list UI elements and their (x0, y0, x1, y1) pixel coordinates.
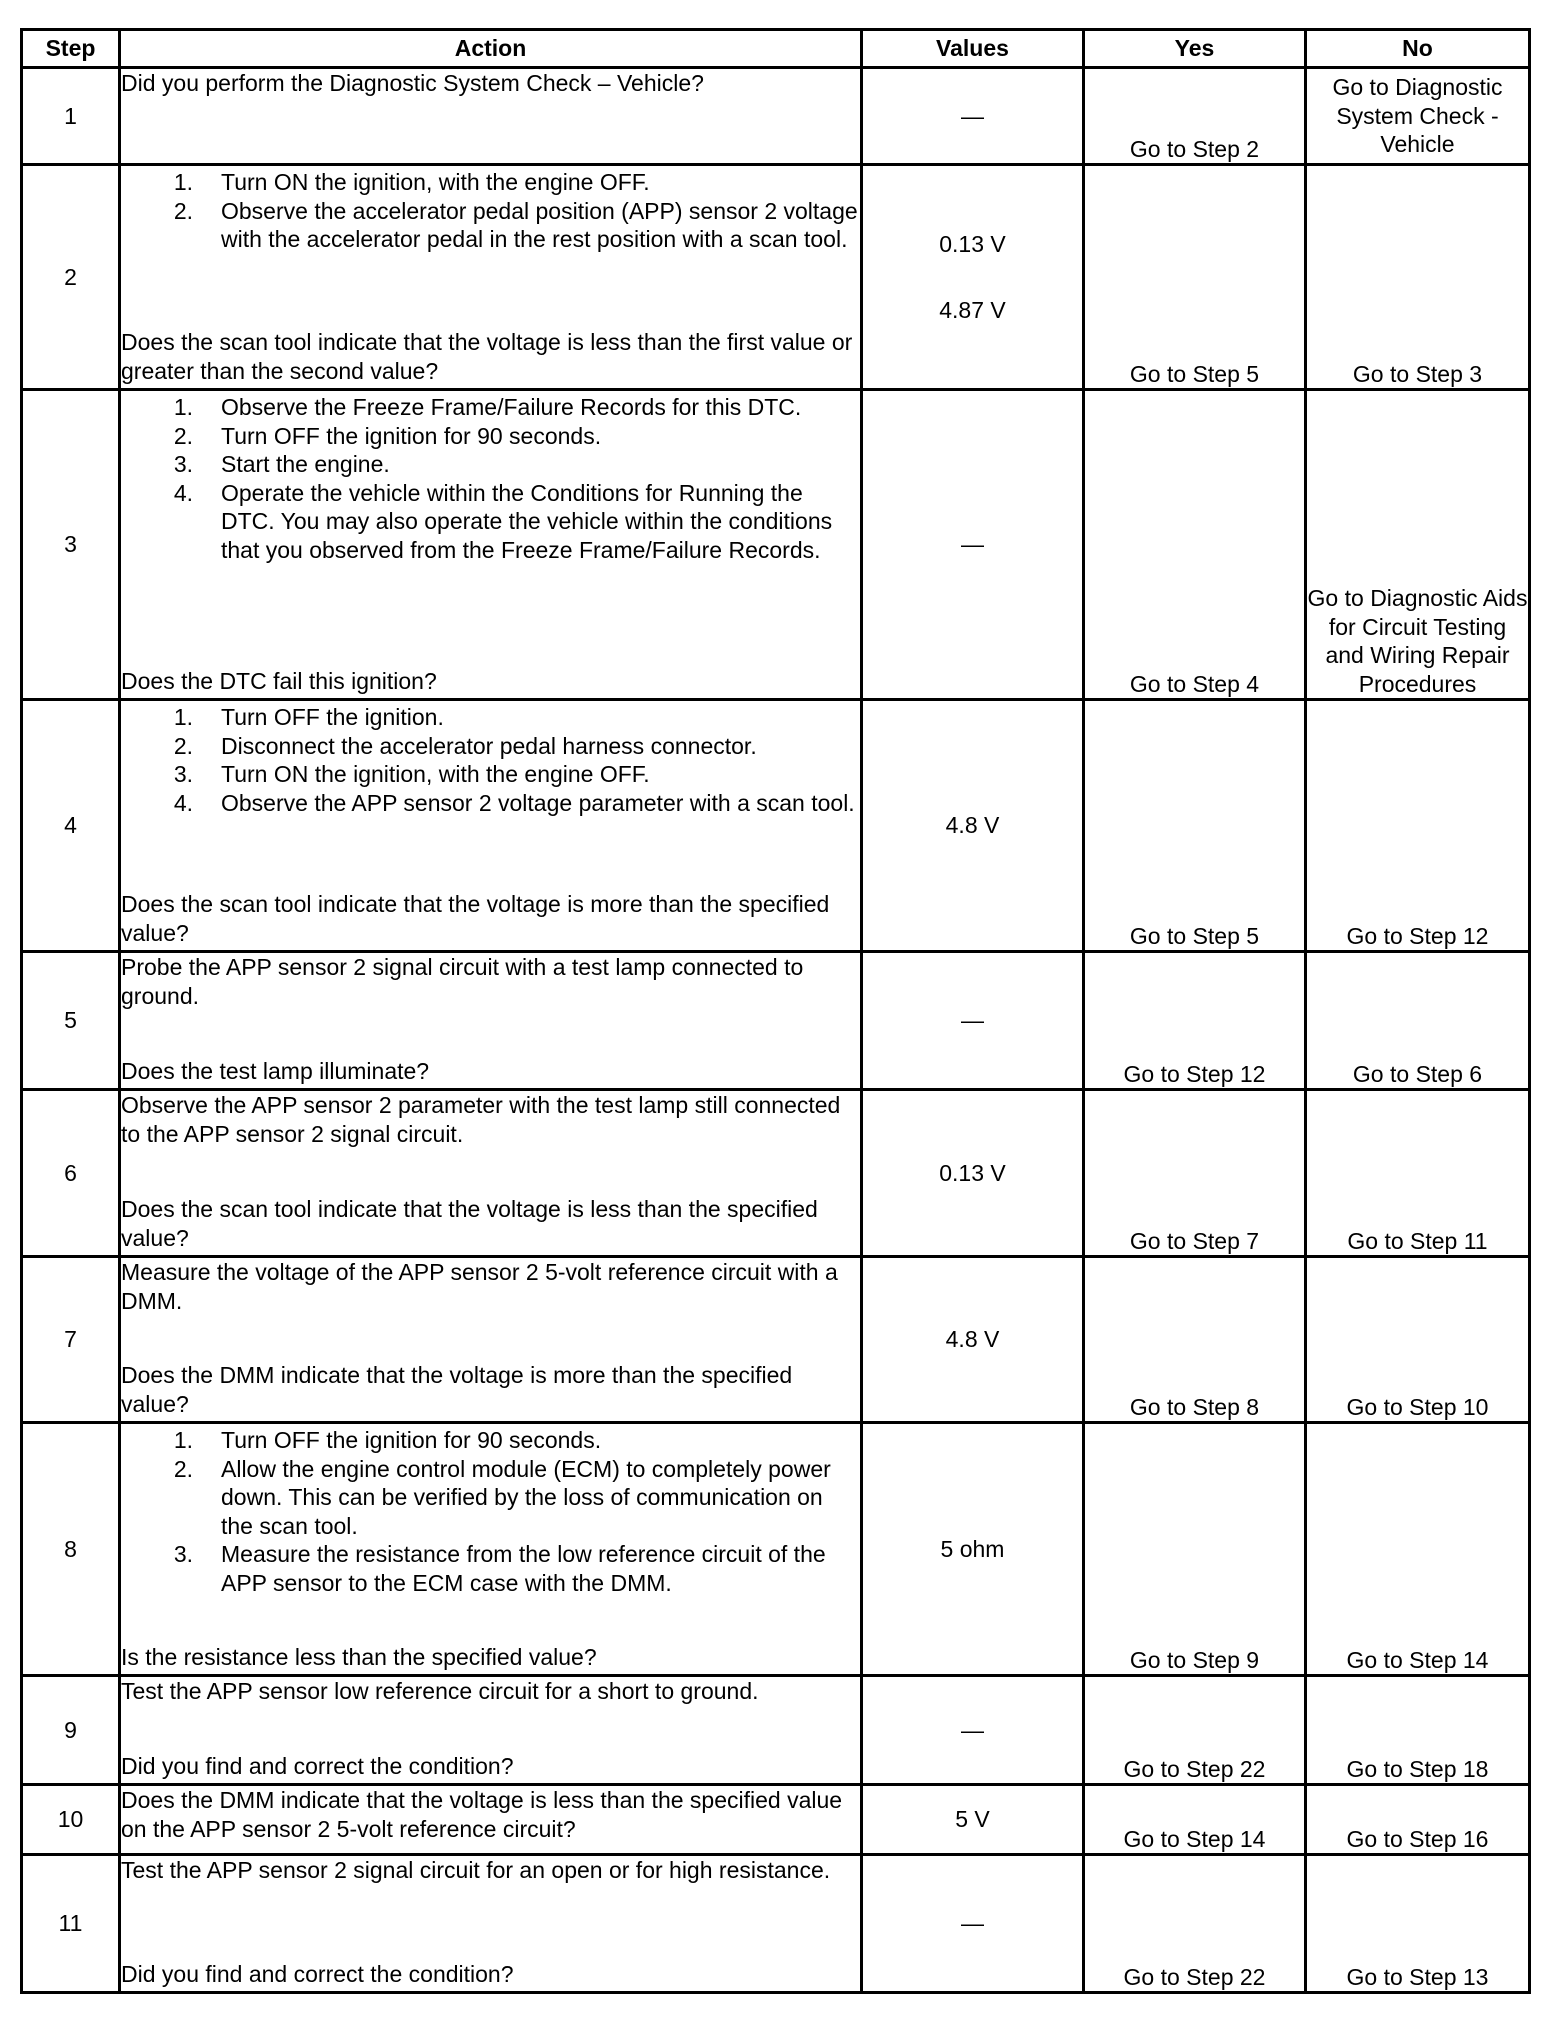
value: 0.13 V (939, 1159, 1006, 1186)
action-text: Test the APP sensor 2 signal circuit for an open or for high resistance. (121, 1857, 831, 1883)
no-cell: Go to Step 14 (1306, 1423, 1530, 1676)
yes-cell: Go to Step 2 (1084, 68, 1306, 165)
step-number: 9 (22, 1676, 120, 1785)
yes-cell: Go to Step 9 (1084, 1423, 1306, 1676)
no-cell: Go to Step 16 (1306, 1785, 1530, 1855)
step-number: 10 (22, 1785, 120, 1855)
no-cell: Go to Diagnostic System Check - Vehicle (1306, 68, 1530, 165)
action-cell (120, 1855, 862, 1993)
value: 0.13 V (939, 230, 1006, 257)
no-cell: Go to Step 3 (1306, 165, 1530, 390)
action-question: Does the scan tool indicate that the voltage is less than the specified value? (121, 1196, 818, 1251)
step-number: 6 (22, 1090, 120, 1257)
values-cell (862, 1090, 1084, 1257)
action-text: Does the DMM indicate that the voltage is less than the specified value on the APP sensor 2 5-volt reference circuit? (121, 1787, 843, 1842)
list-item: 2. Allow the engine control module (ECM) to completely power down. This can be verified by the loss of communication on the scan tool. (173, 1455, 831, 1539)
action-question: Does the scan tool indicate that the voltage is more than the specified value? (121, 891, 830, 946)
header-no: No (1306, 30, 1530, 68)
list-item: 1. Turn OFF the ignition for 90 seconds. (173, 1427, 602, 1453)
action-question: Does the test lamp illuminate? (121, 1057, 430, 1084)
no-cell: Go to Step 6 (1306, 952, 1530, 1090)
no-cell: Go to Step 18 (1306, 1676, 1530, 1785)
yes-cell: Go to Step 4 (1084, 390, 1306, 700)
step-number: 4 (22, 700, 120, 952)
value: — (961, 1007, 984, 1034)
values-cell (862, 165, 1084, 390)
step-number: 7 (22, 1257, 120, 1423)
no-cell: Go to Step 12 (1306, 700, 1530, 952)
value: 5 ohm (940, 1535, 1005, 1562)
header-step: Step (22, 30, 120, 68)
action-text: Measure the voltage of the APP sensor 2 5-volt reference circuit with a DMM. (121, 1259, 838, 1314)
table-row (22, 1257, 1530, 1423)
table-row (22, 1423, 1530, 1676)
list-item: 3. Turn ON the ignition, with the engine OFF. (173, 761, 650, 787)
list-item: 2. Disconnect the accelerator pedal harness connector. (173, 732, 757, 759)
value: — (961, 1716, 984, 1743)
header-values: Values (862, 30, 1084, 68)
diagnostic-table (20, 28, 1531, 1994)
list-item: 4. Observe the APP sensor 2 voltage parameter with a scan tool. (173, 789, 855, 816)
action-question: Did you find and correct the condition? (121, 1960, 514, 1987)
table-row (22, 165, 1530, 390)
yes-cell: Go to Step 22 (1084, 1676, 1306, 1785)
action-steps (121, 1426, 860, 1597)
list-item: 3. Start the engine. (173, 451, 390, 477)
table-row (22, 1676, 1530, 1785)
yes-cell: Go to Step 5 (1084, 700, 1306, 952)
header-row (22, 30, 1530, 68)
yes-cell: Go to Step 7 (1084, 1090, 1306, 1257)
list-item: 2. Observe the accelerator pedal position (APP) sensor 2 voltage with the accelerator pedal in the rest position with a scan tool. (173, 197, 858, 252)
action-text: Test the APP sensor low reference circuit for a short to ground. (121, 1678, 759, 1704)
step-number: 2 (22, 165, 120, 390)
value: 5 V (955, 1806, 990, 1833)
action-steps (121, 393, 860, 564)
action-cell (120, 68, 862, 165)
value: — (961, 102, 984, 129)
action-cell (120, 390, 862, 700)
action-question: Does the scan tool indicate that the voltage is less than the first value or greater than the second value? (121, 329, 853, 384)
action-steps (121, 168, 860, 254)
yes-cell: Go to Step 22 (1084, 1855, 1306, 1993)
action-cell (120, 1090, 862, 1257)
values-cell (862, 1257, 1084, 1423)
values-cell (862, 1423, 1084, 1676)
yes-cell: Go to Step 8 (1084, 1257, 1306, 1423)
table-row (22, 390, 1530, 700)
table-row (22, 68, 1530, 165)
value: 4.8 V (945, 1326, 1000, 1353)
step-number: 5 (22, 952, 120, 1090)
values-cell (862, 390, 1084, 700)
values-cell (862, 1785, 1084, 1855)
table-row (22, 700, 1530, 952)
values-cell (862, 700, 1084, 952)
action-cell (120, 952, 862, 1090)
yes-cell: Go to Step 12 (1084, 952, 1306, 1090)
yes-cell: Go to Step 5 (1084, 165, 1306, 390)
action-question: Does the DMM indicate that the voltage is more than the specified value? (121, 1362, 793, 1417)
action-text: Probe the APP sensor 2 signal circuit with a test lamp connected to ground. (121, 954, 804, 1009)
values-cell (862, 952, 1084, 1090)
action-cell (120, 700, 862, 952)
value: — (961, 531, 984, 558)
table-row (22, 1855, 1530, 1993)
values-cell (862, 1676, 1084, 1785)
action-text: Observe the APP sensor 2 parameter with the test lamp still connected to the APP sensor 2 signal circuit. (121, 1092, 841, 1147)
action-cell (120, 165, 862, 390)
action-cell (120, 1676, 862, 1785)
action-question: Does the DTC fail this ignition? (121, 667, 437, 694)
no-cell: Go to Diagnostic Aids for Circuit Testing and Wiring Repair Procedures (1306, 390, 1530, 700)
action-cell (120, 1423, 862, 1676)
action-question: Is the resistance less than the specified value? (121, 1643, 597, 1670)
yes-cell: Go to Step 14 (1084, 1785, 1306, 1855)
header-action: Action (120, 30, 862, 68)
list-item: 1. Turn OFF the ignition. (173, 704, 444, 730)
action-cell (120, 1257, 862, 1423)
action-cell (120, 1785, 862, 1855)
step-number: 3 (22, 390, 120, 700)
list-item: 1. Turn ON the ignition, with the engine OFF. (173, 169, 650, 195)
no-cell: Go to Step 13 (1306, 1855, 1530, 1993)
action-question: Did you find and correct the condition? (121, 1752, 514, 1779)
list-item: 4. Operate the vehicle within the Conditions for Running the DTC. You may also operate the vehicle within the conditions that you observed from the Freeze Frame/Failure Records. (173, 479, 833, 563)
values-cell (862, 1855, 1084, 1993)
list-item: 2. Turn OFF the ignition for 90 seconds. (173, 422, 602, 449)
no-cell: Go to Step 11 (1306, 1090, 1530, 1257)
table-row (22, 1090, 1530, 1257)
table-row (22, 1785, 1530, 1855)
list-item: 3. Measure the resistance from the low reference circuit of the APP sensor to the ECM case with the DMM. (173, 1541, 826, 1596)
step-number: 1 (22, 68, 120, 165)
action-text: Did you perform the Diagnostic System Check – Vehicle? (121, 70, 704, 96)
step-number: 8 (22, 1423, 120, 1676)
table-row (22, 952, 1530, 1090)
value: — (961, 1910, 984, 1937)
header-yes: Yes (1084, 30, 1306, 68)
value: 4.8 V (945, 812, 1000, 839)
list-item: 1. Observe the Freeze Frame/Failure Records for this DTC. (173, 394, 802, 420)
step-number: 11 (22, 1855, 120, 1993)
values-cell (862, 68, 1084, 165)
action-steps (121, 703, 860, 817)
no-cell: Go to Step 10 (1306, 1257, 1530, 1423)
value: 4.87 V (939, 297, 1006, 323)
